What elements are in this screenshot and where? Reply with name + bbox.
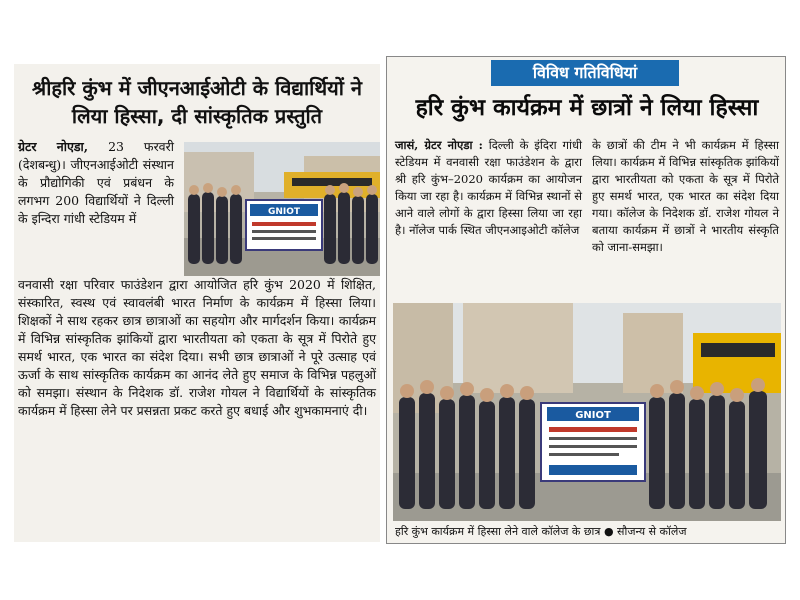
left-news-clipping bbox=[14, 64, 380, 542]
right-dateline: जासं, ग्रेटर नोएडा : bbox=[395, 138, 483, 152]
left-banner-text: GNIOT bbox=[267, 207, 301, 217]
left-body-text: वनवासी रक्षा परिवार फाउंडेशन द्वारा आयोजित हरि कुंभ 2020 में शिक्षित, संस्कारित, स्वस्थ एवं स्वावलंबी भारत निर्माण के कार्यक्रम में हिस्सा लिया। शिक्षकों ने साथ रहकर छात्र छात्राओं का सहयोग और मार्गदर्शन किया। कार्यक्रम में विभिन्न सांस्कृतिक झांकियों द्वारा भारतीयता को एकता के सूत्र में पिरोते हुए समर्थ भारत, एक भारत का संदेश दिया। सभी छात्र छात्राओं ने पूरे उत्साह एवं ऊर्जा के साथ सांस्कृतिक कार्यक्रम का आनंद लेते हुए समाज के विभिन्न पहलुओं को समझा। संस्थान के निदेशक डॉ. राजेश गोयल ने विद्यार्थियों के सांस्कृतिक कार्यक्रम में हिस्सा लेने पर प्रसन्नता प्रकट करते हुए बधाई और शुभकामनाएं दी। bbox=[18, 277, 376, 418]
right-group-photo bbox=[393, 303, 781, 521]
left-lead-paragraph bbox=[14, 138, 178, 276]
right-column-1 bbox=[395, 137, 582, 256]
left-group-photo bbox=[184, 142, 380, 276]
right-banner-text: GNIOT bbox=[575, 410, 611, 421]
photo-caption: हरि कुंभ कार्यक्रम में हिस्सा लेने वाले कॉलेज के छात्र ● सौजन्य से कॉलेज bbox=[395, 525, 687, 538]
right-column-2: के छात्रों की टीम ने भी कार्यक्रम में हिस्सा लिया। कार्यक्रम में विभिन्न सांस्कृतिक झांकियों द्वारा भारतीयता को एकता के सूत्र में पिरोते हुए समर्थ भारत, एक भारत का संदेश दिया गया। कॉलेज के निदेशक डॉ. राजेश गोयल ने बताया कार्यक्रम में छात्रों ने भारतीय संस्कृति को जाना-समझा। bbox=[592, 138, 779, 254]
left-lead-text: 23 फरवरी (देशबन्धु)। जीएनआईओटी संस्थान के प्रौद्योगिकी एवं प्रबंधन के लगभग 200 विद्यार्थियों ने दिल्ली के इन्दिरा गांधी स्टेडियम में bbox=[18, 139, 174, 226]
left-headline: श्रीहरि कुंभ में जीएनआईओटी के विद्यार्थियों ने लिया हिस्सा, दी सांस्कृतिक प्रस्तुति bbox=[32, 76, 362, 128]
left-top-section bbox=[14, 138, 380, 276]
right-headline: हरि कुंभ कार्यक्रम में छात्रों ने लिया हिस्सा bbox=[415, 95, 759, 121]
right-column-1-text: दिल्ली के इंदिरा गांधी स्टेडियम में वनवासी रक्षा फाउंडेशन के द्वारा श्री हरि कुंभ–2020 कार्यक्रम का आयोजन किया जा रहा है। कार्यक्रम में विभिन्न स्थानों से आने वाले लोगों के द्वारा हिस्सा लिया जा रहा है। नॉलेज पार्क स्थित जीएनआइओटी कॉलेज bbox=[395, 138, 582, 237]
right-news-clipping bbox=[386, 56, 786, 544]
left-dateline: ग्रेटर नोएडा, bbox=[18, 139, 89, 154]
section-tag: विविध गतिविधियां bbox=[491, 60, 679, 86]
right-columns bbox=[395, 137, 779, 256]
